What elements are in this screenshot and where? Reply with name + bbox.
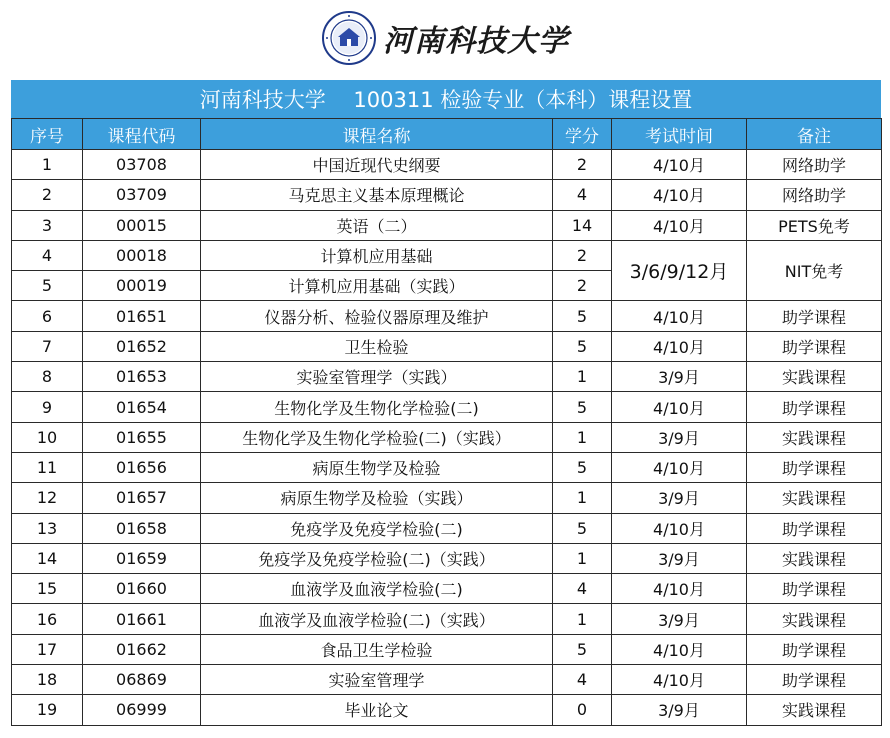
cell-exam-time: 4/10月 [612, 301, 747, 331]
cell-name: 仪器分析、检验仪器原理及维护 [201, 301, 553, 331]
cell-name: 免疫学及免疫学检验(二)（实践） [201, 543, 553, 573]
cell-name: 中国近现代史纲要 [201, 150, 553, 180]
table-row [12, 362, 882, 392]
cell-credit: 2 [553, 150, 612, 180]
cell-exam-time: 4/10月 [612, 180, 747, 210]
cell-code: 01651 [83, 301, 201, 331]
cell-credit: 2 [553, 271, 612, 301]
cell-code: 00015 [83, 210, 201, 240]
cell-name: 计算机应用基础（实践） [201, 271, 553, 301]
cell-no: 11 [12, 452, 83, 482]
column-header-no: 序号 [12, 119, 83, 150]
cell-code: 06869 [83, 665, 201, 695]
cell-credit: 5 [553, 392, 612, 422]
table-title: 河南科技大学 100311 检验专业（本科）课程设置 [11, 80, 881, 118]
cell-no: 6 [12, 301, 83, 331]
cell-note: 实践课程 [747, 422, 882, 452]
cell-exam-time: 3/9月 [612, 604, 747, 634]
table-row [12, 665, 882, 695]
cell-no: 19 [12, 695, 83, 725]
cell-no: 18 [12, 665, 83, 695]
cell-code: 01659 [83, 543, 201, 573]
cell-exam-time: 4/10月 [612, 150, 747, 180]
cell-name: 英语（二） [201, 210, 553, 240]
cell-exam-time-merged: 3/6/9/12月 [612, 240, 747, 301]
cell-code: 00018 [83, 240, 201, 270]
cell-code: 01656 [83, 452, 201, 482]
cell-no: 16 [12, 604, 83, 634]
curriculum-table-container [11, 80, 881, 726]
cell-no: 7 [12, 331, 83, 361]
cell-note: 助学课程 [747, 634, 882, 664]
cell-exam-time: 4/10月 [612, 392, 747, 422]
cell-no: 4 [12, 240, 83, 270]
cell-no: 1 [12, 150, 83, 180]
cell-exam-time: 4/10月 [612, 513, 747, 543]
cell-note: 助学课程 [747, 301, 882, 331]
cell-no: 8 [12, 362, 83, 392]
university-logo-text: 河南科技大学 [383, 24, 569, 59]
cell-no: 10 [12, 422, 83, 452]
cell-exam-time: 4/10月 [612, 665, 747, 695]
cell-code: 01657 [83, 483, 201, 513]
cell-note: 助学课程 [747, 574, 882, 604]
cell-exam-time: 4/10月 [612, 331, 747, 361]
cell-code: 01661 [83, 604, 201, 634]
column-header-credit: 学分 [553, 119, 612, 150]
table-row [12, 543, 882, 573]
cell-note: 网络助学 [747, 150, 882, 180]
table-row [12, 483, 882, 513]
table-row [12, 392, 882, 422]
cell-exam-time: 3/9月 [612, 422, 747, 452]
column-header-name: 课程名称 [201, 119, 553, 150]
cell-no: 17 [12, 634, 83, 664]
cell-name: 血液学及血液学检验(二) [201, 574, 553, 604]
cell-code: 01652 [83, 331, 201, 361]
table-row [12, 422, 882, 452]
table-row [12, 150, 882, 180]
cell-credit: 0 [553, 695, 612, 725]
cell-note: 实践课程 [747, 362, 882, 392]
cell-name: 生物化学及生物化学检验(二)（实践） [201, 422, 553, 452]
cell-credit: 5 [553, 513, 612, 543]
table-row [12, 452, 882, 482]
cell-name: 病原生物学及检验（实践） [201, 483, 553, 513]
cell-name: 病原生物学及检验 [201, 452, 553, 482]
cell-note: PETS免考 [747, 210, 882, 240]
cell-exam-time: 3/9月 [612, 483, 747, 513]
cell-note: 实践课程 [747, 695, 882, 725]
column-header-code: 课程代码 [83, 119, 201, 150]
cell-note: 网络助学 [747, 180, 882, 210]
cell-credit: 1 [553, 362, 612, 392]
cell-code: 01655 [83, 422, 201, 452]
cell-credit: 14 [553, 210, 612, 240]
cell-code: 03708 [83, 150, 201, 180]
cell-exam-time: 3/9月 [612, 543, 747, 573]
table-row [12, 210, 882, 240]
cell-credit: 5 [553, 452, 612, 482]
cell-exam-time: 4/10月 [612, 574, 747, 604]
cell-name: 卫生检验 [201, 331, 553, 361]
cell-note-merged: NIT免考 [747, 240, 882, 301]
cell-name: 免疫学及免疫学检验(二) [201, 513, 553, 543]
cell-credit: 4 [553, 665, 612, 695]
page-header [0, 0, 890, 76]
cell-code: 01660 [83, 574, 201, 604]
cell-note: 助学课程 [747, 392, 882, 422]
cell-credit: 1 [553, 543, 612, 573]
cell-note: 实践课程 [747, 604, 882, 634]
table-row [12, 604, 882, 634]
cell-credit: 5 [553, 331, 612, 361]
cell-note: 助学课程 [747, 452, 882, 482]
cell-exam-time: 4/10月 [612, 452, 747, 482]
table-row [12, 331, 882, 361]
cell-name: 实验室管理学 [201, 665, 553, 695]
column-header-note: 备注 [747, 119, 882, 150]
table-row [12, 180, 882, 210]
cell-no: 5 [12, 271, 83, 301]
cell-note: 助学课程 [747, 513, 882, 543]
cell-note: 实践课程 [747, 483, 882, 513]
cell-note: 助学课程 [747, 665, 882, 695]
university-seal-icon [321, 10, 377, 66]
cell-name: 实验室管理学（实践） [201, 362, 553, 392]
cell-code: 01653 [83, 362, 201, 392]
cell-credit: 2 [553, 240, 612, 270]
curriculum-table [11, 118, 882, 726]
table-row [12, 513, 882, 543]
cell-exam-time: 3/9月 [612, 362, 747, 392]
cell-no: 15 [12, 574, 83, 604]
cell-credit: 5 [553, 634, 612, 664]
cell-credit: 4 [553, 180, 612, 210]
cell-name: 马克思主义基本原理概论 [201, 180, 553, 210]
table-row [12, 240, 882, 270]
cell-credit: 4 [553, 574, 612, 604]
cell-credit: 1 [553, 422, 612, 452]
cell-no: 2 [12, 180, 83, 210]
cell-name: 毕业论文 [201, 695, 553, 725]
table-header-row [12, 119, 882, 150]
cell-code: 01658 [83, 513, 201, 543]
table-row [12, 574, 882, 604]
cell-note: 实践课程 [747, 543, 882, 573]
cell-code: 01654 [83, 392, 201, 422]
cell-name: 血液学及血液学检验(二)（实践） [201, 604, 553, 634]
column-header-exam-time: 考试时间 [612, 119, 747, 150]
cell-name: 生物化学及生物化学检验(二) [201, 392, 553, 422]
cell-credit: 1 [553, 604, 612, 634]
cell-name: 计算机应用基础 [201, 240, 553, 270]
cell-no: 3 [12, 210, 83, 240]
cell-exam-time: 4/10月 [612, 210, 747, 240]
cell-name: 食品卫生学检验 [201, 634, 553, 664]
cell-credit: 1 [553, 483, 612, 513]
cell-no: 14 [12, 543, 83, 573]
cell-code: 06999 [83, 695, 201, 725]
cell-no: 12 [12, 483, 83, 513]
cell-credit: 5 [553, 301, 612, 331]
cell-no: 9 [12, 392, 83, 422]
cell-note: 助学课程 [747, 331, 882, 361]
cell-code: 01662 [83, 634, 201, 664]
table-row [12, 301, 882, 331]
table-row [12, 634, 882, 664]
cell-exam-time: 4/10月 [612, 634, 747, 664]
cell-exam-time: 3/9月 [612, 695, 747, 725]
cell-no: 13 [12, 513, 83, 543]
table-row [12, 695, 882, 725]
cell-code: 03709 [83, 180, 201, 210]
cell-code: 00019 [83, 271, 201, 301]
